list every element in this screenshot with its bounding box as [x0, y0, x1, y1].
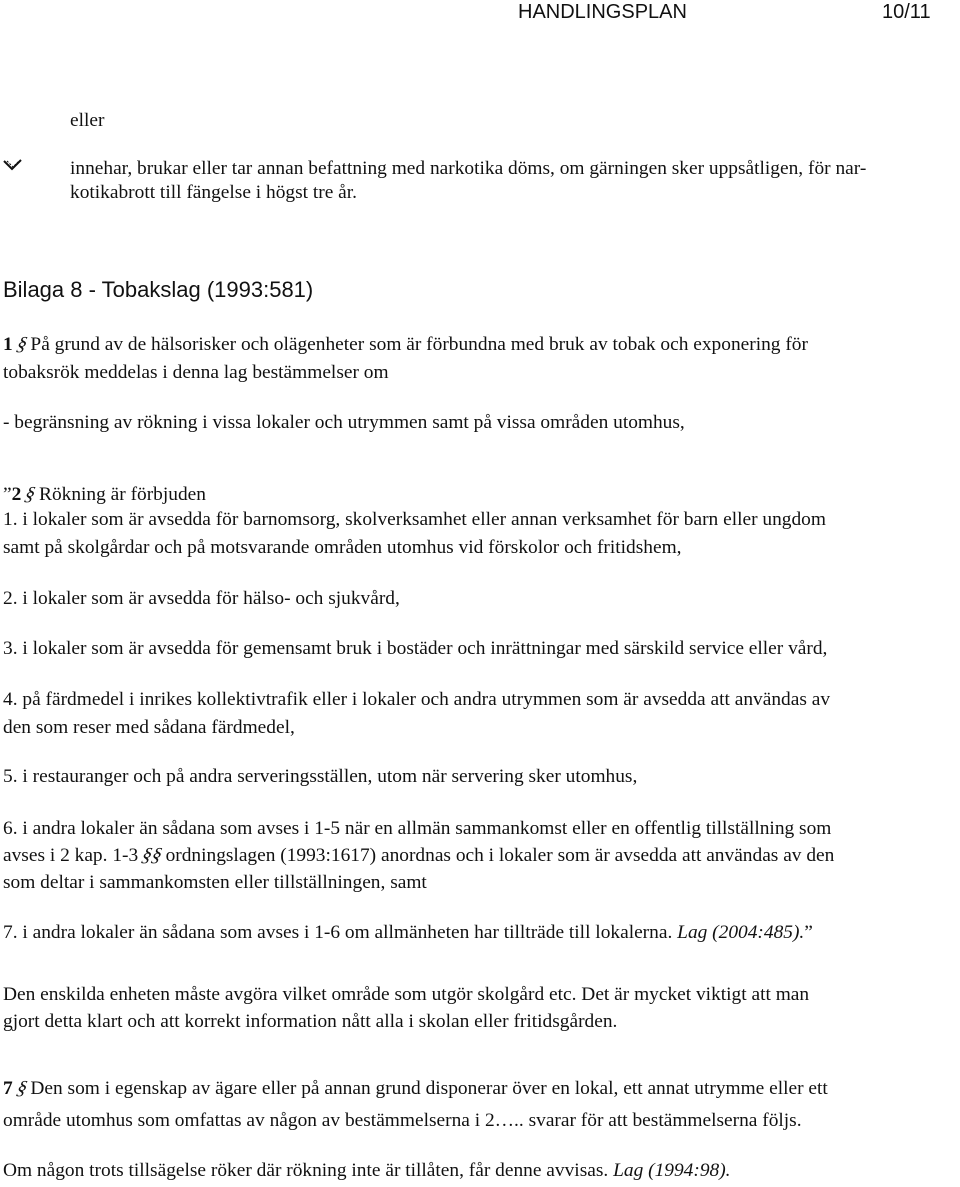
- note-line-1: Den enskilda enheten måste avgöra vilket område som utgör skolgård etc. Det är mycket viktigt att man: [3, 984, 810, 1005]
- item-7: 7. i andra lokaler än sådana som avses i 1-6 om allmänheten har tillträde till lokalerna. Lag (2004:485).”: [3, 922, 813, 943]
- item-6-line-2: avses i 2 kap. 1-3§§ordningslagen (1993:1617) anordnas och i lokaler som är avsedda att användas av den: [3, 845, 835, 866]
- item-4-line-1: 4. på färdmedel i inrikes kollektivtrafik eller i lokaler och andra utrymmen som är avsedda att användas av: [3, 689, 831, 710]
- section-2-number: 2: [11, 484, 22, 505]
- item-6-line-3: som deltar i sammankomsten eller tillställningen, samt: [3, 872, 427, 893]
- law-reference: Lag (1994:98).: [613, 1160, 731, 1181]
- checkmark-bullet-icon: [3, 156, 23, 174]
- item-3: 3. i lokaler som är avsedda för gemensamt bruk i bostäder och inrättningar med särskild service eller vård,: [3, 638, 828, 659]
- page-number: 10/11: [882, 1, 931, 23]
- section-2-title: Rökning är förbjuden: [39, 484, 206, 505]
- section-7-number: 7: [3, 1078, 13, 1099]
- paragraph-symbol: §: [23, 484, 38, 505]
- section-7-line-1: [3, 1078, 828, 1100]
- item-5: 5. i restauranger och på andra serveringsställen, utom när servering sker utomhus,: [3, 766, 638, 787]
- bullet-line-2: kotikabrott till fängelse i högst tre år.: [70, 182, 358, 203]
- section-7-line-2: område utomhus som omfattas av någon av bestämmelserna i 2….. svarar för att bestämmelserna följs.: [3, 1110, 802, 1131]
- bullet-line-1: innehar, brukar eller tar annan befattning med narkotika döms, om gärningen sker uppsåtligen, för nar-: [70, 158, 867, 179]
- text-eller: eller: [70, 110, 105, 131]
- section-1-line-1: [3, 334, 808, 356]
- header-title: HANDLINGSPLAN: [518, 1, 687, 23]
- paragraph-symbol: §: [14, 1078, 29, 1099]
- section-1-line-2: tobaksrök meddelas i denna lag bestämmelser om: [3, 362, 389, 383]
- section-1-text: På grund av de hälsorisker och olägenheter som är förbundna med bruk av tobak och exponering för: [30, 334, 808, 355]
- item-6-line-1: 6. i andra lokaler än sådana som avses i 1-5 när en allmän sammankomst eller en offentlig tillställning som: [3, 818, 832, 839]
- section-7-text: Den som i egenskap av ägare eller på annan grund disponerar över en lokal, ett annat utrymme eller ett: [30, 1078, 828, 1099]
- section-1-number: 1: [3, 334, 13, 355]
- item-2: 2. i lokaler som är avsedda för hälso- och sjukvård,: [3, 588, 400, 609]
- item-1-line-1: 1. i lokaler som är avsedda för barnomsorg, skolverksamhet eller annan verksamhet för barn eller ungdom: [3, 509, 826, 530]
- item-4-line-2: den som reser med sådana färdmedel,: [3, 717, 295, 738]
- paragraph-symbol: §§: [140, 845, 164, 866]
- item-1-line-2: samt på skolgårdar och på motsvarande områden utomhus vid förskolor och fritidshem,: [3, 537, 682, 558]
- section-7-line-3: Om någon trots tillsägelse röker där rökning inte är tillåten, får denne avvisas. Lag (1994:98).: [3, 1160, 731, 1181]
- section-2-title-line: ”2§Rökning är förbjuden: [3, 484, 206, 505]
- section-1-line-3: - begränsning av rökning i vissa lokaler och utrymmen samt på vissa områden utomhus,: [3, 412, 685, 433]
- note-line-2: gjort detta klart och att korrekt information nått alla i skolan eller fritidsgården.: [3, 1011, 618, 1032]
- appendix-heading: Bilaga 8 - Tobakslag (1993:581): [3, 277, 314, 302]
- paragraph-symbol: §: [14, 334, 29, 355]
- law-reference: Lag (2004:485).: [677, 922, 805, 943]
